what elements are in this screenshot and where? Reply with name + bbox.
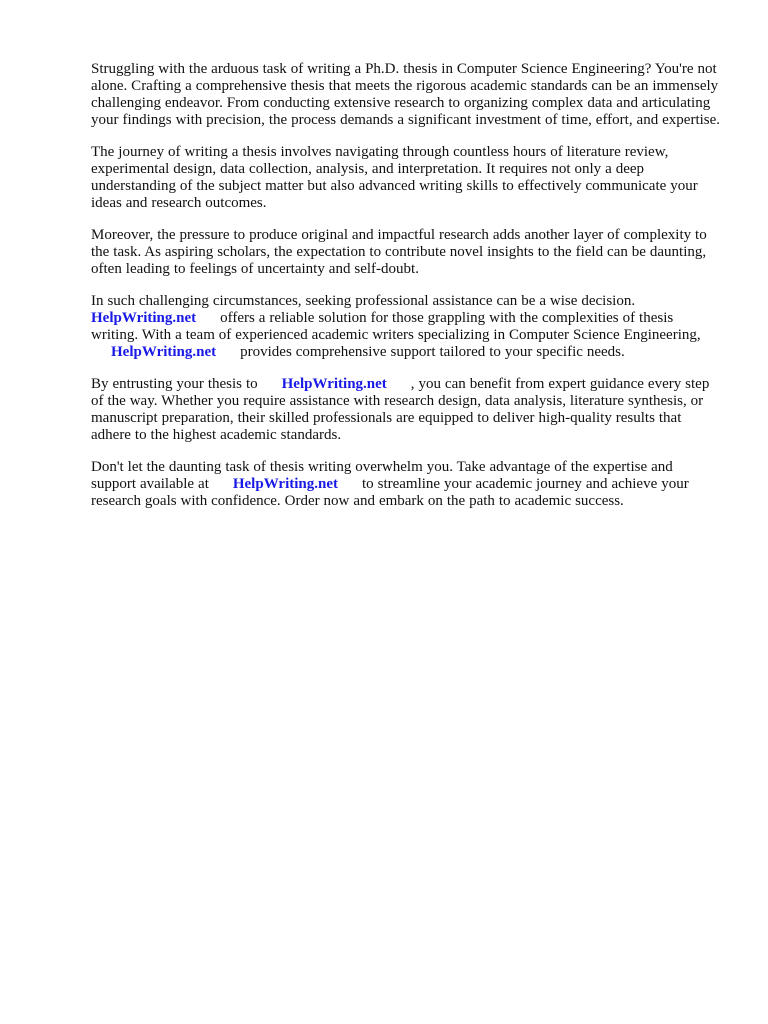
helpwriting-link-1[interactable]: HelpWriting.net [91,310,197,326]
paragraph-pressure [91,227,721,278]
document-page [91,61,721,525]
paragraph-assistance-text-3: provides comprehensive support tailored to your specific needs. [240,344,625,360]
paragraph-intro [91,61,721,129]
helpwriting-link-3[interactable]: HelpWriting.net [281,376,387,392]
paragraph-closing-text-1: Don't let the daunting task of thesis writing overwhelm you. Take advantage of the expertise and support available at [91,459,673,492]
helpwriting-link-4[interactable]: HelpWriting.net [232,476,338,492]
paragraph-entrusting [91,376,721,444]
paragraph-closing-text-2: to streamline your academic journey and achieve your research goals with confidence. Order now and embark on the path to academic success. [91,476,689,509]
paragraph-intro-text: Struggling with the arduous task of writing a Ph.D. thesis in Computer Science Engineering? You're not alone. Crafting a comprehensive thesis that meets the rigorous academic standards can be an immensely challenging endeavor. From conducting extensive research to organizing complex data and articulating your findings with precision, the process demands a significant investment of time, effort, and expertise. [91,61,721,128]
paragraph-pressure-text: Moreover, the pressure to produce original and impactful research adds another layer of complexity to the task. As aspiring scholars, the expectation to contribute novel insights to the field can be daunting, often leading to feelings of uncertainty and self-doubt. [91,227,707,277]
paragraph-journey [91,144,721,212]
paragraph-assistance-text-2: offers a reliable solution for those grappling with the complexities of thesis writing. With a team of experienced academic writers specializing in Computer Science Engineering, [91,310,701,343]
paragraph-entrusting-text-1: By entrusting your thesis to [91,376,258,392]
paragraph-assistance [91,293,721,361]
paragraph-journey-text: The journey of writing a thesis involves navigating through countless hours of literature review, experimental design, data collection, analysis, and interpretation. It requires not only a deep understanding of the subject matter but also advanced writing skills to effectively communicate your ideas and research outcomes. [91,144,698,211]
helpwriting-link-2[interactable]: HelpWriting.net [111,344,217,360]
paragraph-closing [91,459,721,510]
paragraph-entrusting-text-2: , you can benefit from expert guidance every step of the way. Whether you require assistance with research design, data analysis, literature synthesis, or manuscript preparation, their skilled professionals are equipped to deliver high-quality results that adhere to the highest academic standards. [91,376,710,443]
paragraph-assistance-text-1: In such challenging circumstances, seeking professional assistance can be a wise decision. [91,293,636,309]
